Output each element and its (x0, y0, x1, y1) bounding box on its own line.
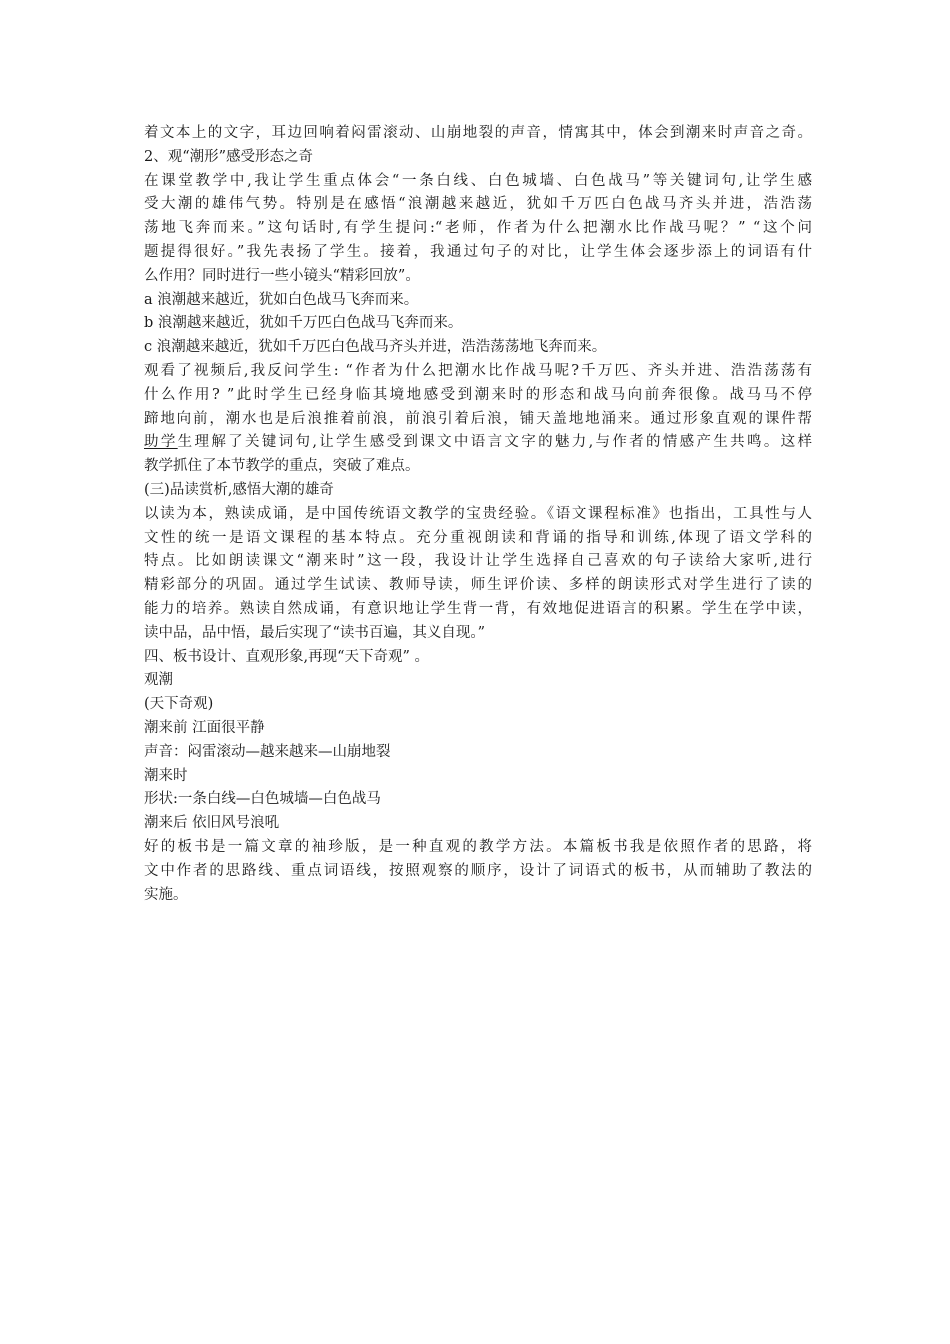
board-subtitle: (天下奇观) (144, 696, 214, 713)
example-sentence-c: c 浪潮越来越近，犹如千万匹白色战马齐头并进，浩浩荡荡地飞奔而来。 (144, 339, 607, 356)
text-line: 能力的培养。熟读自然成诵，有意识地让学生背一背，有效地促进语言的积累。学生在学中读， (144, 600, 812, 617)
text-line: 题提得很好。”我先表扬了学生。接着，我通过句子的对比，让学生体会逐步添上的词语有什 (144, 243, 812, 260)
section-heading: 四、板书设计、直观形象,再现“天下奇观” 。 (144, 648, 430, 665)
text-line: 荡地飞奔而来。”这句话时,有学生提问:“老师，作者为什么把潮水比作战马呢？” “这个问 (144, 220, 812, 237)
text-line: 文性的统一是语文课程的基本特点。充分重视朗读和背诵的指导和训练,体现了语文学科的 (144, 529, 812, 546)
text-line: 读中品，品中悟，最后实现了“读书百遍，其义自现。” (144, 624, 486, 641)
board-title: 观潮 (144, 672, 173, 689)
board-item: 形状:一条白线—白色城墙—白色战马 (144, 791, 381, 808)
section-heading: 2、观“潮形”感受形态之奇 (144, 148, 314, 165)
text-line: 在课堂教学中,我让学生重点体会“一条白线、白色城墙、白色战马”等关键词句,让学生感 (144, 172, 812, 189)
text-line: 特点。比如朗读课文“潮来时”这一段，我设计让学生选择自己喜欢的句子读给大家听,进行 (144, 553, 812, 570)
text-line: 实施。 (144, 886, 188, 903)
text-line: 精彩部分的巩固。通过学生试读、教师导读，师生评价读、多样的朗读形式对学生进行了读的 (144, 577, 812, 594)
board-item: 潮来时 (144, 767, 188, 784)
text-line: 观看了视频后,我反问学生: “作者为什么把潮水比作战马呢?千万匹、齐头并进、浩浩荡荡有 (144, 362, 812, 379)
board-item: 潮来前 江面很平静 (144, 719, 265, 736)
text-line: 受大潮的雄伟气势。特别是在感悟“浪潮越来越近，犹如千万匹白色战马齐头并进，浩浩荡 (144, 196, 812, 213)
text-line: 教学抓住了本节教学的重点，突破了难点。 (144, 458, 420, 475)
document-body (144, 122, 812, 907)
board-item: 潮来后 依旧风号浪吼 (144, 815, 280, 832)
example-sentence-a: a 浪潮越来越近，犹如白色战马飞奔而来。 (144, 291, 419, 308)
board-item: 声音：闷雷滚动—越来越来—山崩地裂 (144, 743, 391, 760)
text-line: 什么作用? ”此时学生已经身临其境地感受到潮来时的形态和战马向前奔很像。战马马不停 (144, 386, 812, 403)
section-heading: (三)品读赏析,感悟大潮的雄奇 (144, 481, 334, 498)
underlined-phrase: 助学 (144, 434, 178, 451)
example-sentence-b: b 浪潮越来越近，犹如千万匹白色战马飞奔而来。 (144, 315, 463, 332)
text-line: 蹄地向前，潮水也是后浪推着前浪，前浪引着后浪，铺天盖地地涌来。通过形象直观的课件帮 (144, 410, 812, 427)
text-line: 着文本上的文字，耳边回响着闷雷滚动、山崩地裂的声音，情寓其中，体会到潮来时声音之奇。 (144, 125, 812, 141)
text-line-underlined: 助学生理解了关键词句,让学生感受到课文中语言文字的魅力,与作者的情感产生共鸣。这样 (144, 434, 812, 451)
text-line: 么作用？同时进行一些小镜头“精彩回放”。 (144, 267, 420, 284)
text-line: 文中作者的思路线、重点词语线，按照观察的顺序，设计了词语式的板书，从而辅助了教法的 (144, 862, 812, 879)
text-line: 以读为本，熟读成诵，是中国传统语文教学的宝贵经验。《语文课程标准》也指出，工具性与人 (144, 505, 812, 522)
text-line: 好的板书是一篇文章的袖珍版，是一种直观的教学方法。本篇板书我是依照作者的思路，将 (144, 838, 812, 855)
